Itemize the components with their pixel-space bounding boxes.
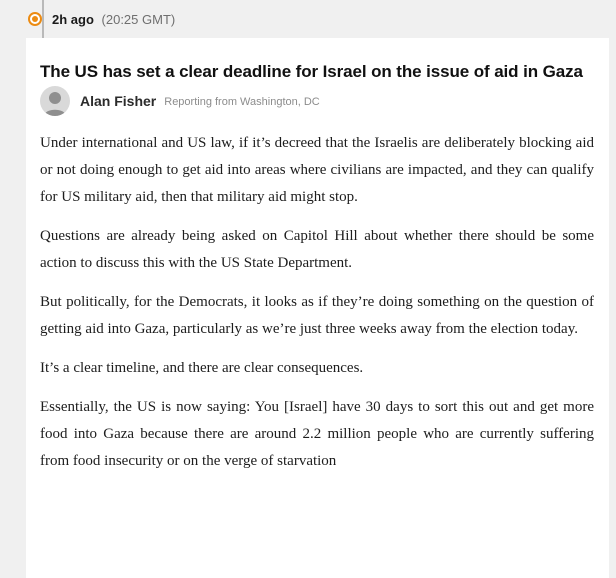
post-headline: The US has set a clear deadline for Israel on the issue of aid in Gaza [40, 62, 583, 81]
post-timestamp [52, 12, 175, 27]
author-avatar [40, 86, 70, 116]
timeline-marker-dot [32, 16, 38, 22]
author-name: Alan Fisher [80, 93, 157, 109]
post-paragraph: Essentially, the US is now saying: You [Israel] have 30 days to sort this out and get more food into Gaza because there are around 2.2 million people who are currently suffering from food insecurity or on the verge of starvation [40, 399, 594, 469]
timeline-marker-icon [28, 12, 42, 26]
author-byline: Reporting from Washington, DC [164, 96, 320, 108]
post-body [40, 130, 594, 475]
post-paragraph: Questions are already being asked on Capitol Hill about whether there should be some action to discuss this with the US State Department. [40, 228, 594, 271]
time-gmt-label: (20:25 GMT) [101, 12, 176, 27]
post-card [26, 38, 609, 578]
post-paragraph: But politically, for the Democrats, it looks as if they’re doing something on the question of getting aid into Gaza, particularly as we’re just three weeks away from the election today. [40, 294, 594, 337]
time-ago-label: 2h ago [52, 12, 94, 27]
post-paragraph: It’s a clear timeline, and there are clear consequences. [40, 360, 364, 376]
person-icon [40, 88, 70, 116]
post-paragraph: Under international and US law, if it’s decreed that the Israelis are deliberately blocking aid or not doing enough to get aid into areas where civilians are impacted, and they can qualify for US military aid, then that military aid might stop. [40, 135, 594, 205]
timeline-rail [42, 0, 44, 38]
author-row [40, 86, 594, 116]
